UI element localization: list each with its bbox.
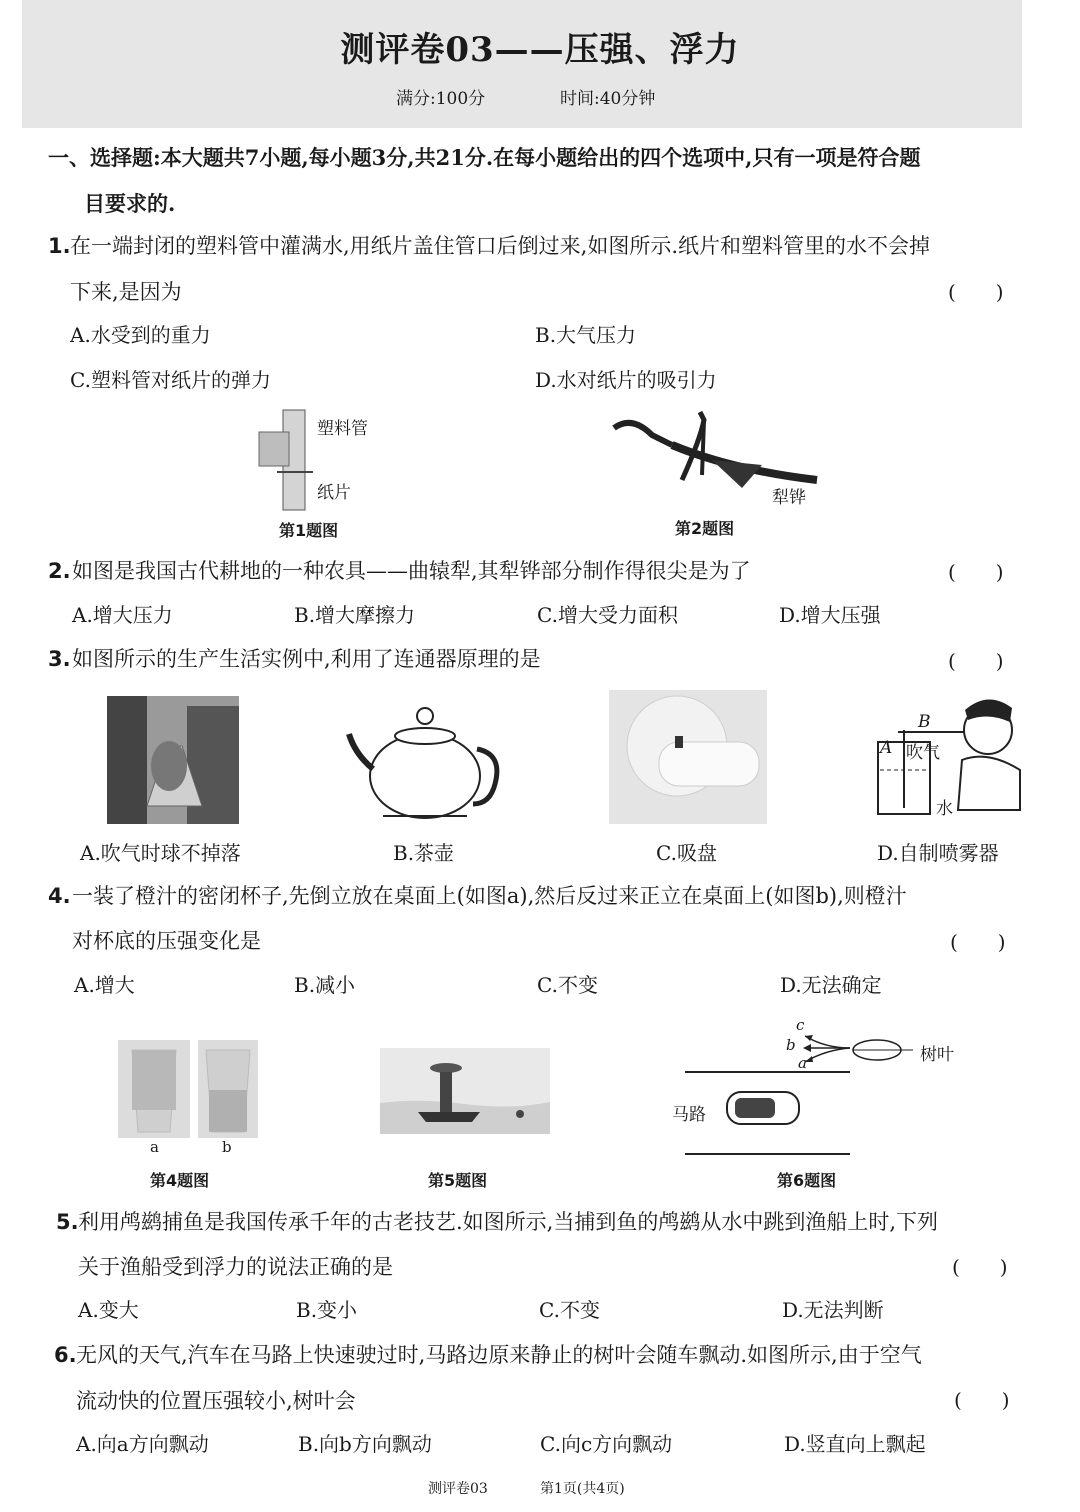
q3-option-d: D.自制喷雾器: [877, 841, 999, 865]
q2-answer-blank: ( ): [948, 560, 1004, 584]
q6-option-c: C.向c方向飘动: [540, 1432, 673, 1456]
q4-stem-line1: 一装了橙汁的密闭杯子,先倒立放在桌面上(如图a),然后反过来正立在桌面上(如图b),则橙汁: [72, 884, 907, 908]
footer-test-name: 测评卷03: [428, 1481, 488, 1497]
q5-option-c: C.不变: [539, 1298, 600, 1322]
q1-stem-line2: 下来,是因为: [70, 280, 182, 304]
fig1-paper-label: 纸片: [317, 483, 351, 503]
q3-sprayer-water-label: 水: [936, 799, 953, 819]
fig5-caption: 第5题图: [428, 1171, 488, 1190]
q6-answer-blank: ( ): [954, 1388, 1010, 1412]
fig1-tube-label: 塑料管: [317, 419, 368, 439]
q2-option-d: D.增大压强: [779, 603, 881, 627]
q4-option-b: B.减小: [294, 973, 356, 997]
q2-option-c: C.增大受力面积: [537, 603, 678, 627]
q5-answer-blank: ( ): [952, 1255, 1008, 1279]
q3-sprayer-a-label: A: [880, 738, 893, 758]
q5-number: 5.: [56, 1210, 79, 1234]
q2-stem-line1: 如图是我国古代耕地的一种农具——曲辕犁,其犁铧部分制作得很尖是为了: [72, 559, 751, 583]
fig6-b-label: b: [786, 1036, 796, 1054]
q3-answer-blank: ( ): [948, 649, 1004, 673]
q6-option-d: D.竖直向上飘起: [784, 1432, 926, 1456]
q1-option-d: D.水对纸片的吸引力: [535, 368, 717, 392]
fig2-caption: 第2题图: [675, 519, 735, 538]
q2-option-a: A.增大压力: [72, 603, 173, 627]
q2-option-b: B.增大摩擦力: [294, 603, 416, 627]
footer-page-number: 第1页(共4页): [540, 1481, 625, 1497]
q4-answer-blank: ( ): [950, 930, 1006, 954]
q3-option-b: B.茶壶: [393, 841, 455, 865]
q3-suction-cup-photo: [609, 690, 767, 824]
q1-stem-line1: 在一端封闭的塑料管中灌满水,用纸片盖住管口后倒过来,如图所示.纸片和塑料管里的水不会掉: [70, 234, 931, 258]
q4-stem-line2: 对杯底的压强变化是: [72, 929, 261, 953]
q6-option-b: B.向b方向飘动: [298, 1432, 432, 1456]
q6-stem-line1: 无风的天气,汽车在马路上快速驶过时,马路边原来静止的树叶会随车飘动.如图所示,由于空气: [76, 1343, 922, 1367]
fig6-leaf-label: 树叶: [920, 1045, 954, 1065]
fig5-cormorant-photo: [380, 1048, 550, 1134]
exam-time: 时间:40分钟: [560, 89, 656, 109]
full-score: 满分:100分: [396, 89, 486, 109]
fig1-tube-drawing: [255, 410, 325, 510]
q3-number: 3.: [48, 647, 71, 671]
fig4-a-label: a: [150, 1138, 159, 1156]
q1-answer-blank: ( ): [948, 280, 1004, 304]
q3-sprayer-b-label: B: [918, 712, 931, 732]
fig4-cups-photo: [118, 1040, 258, 1138]
q6-number: 6.: [54, 1343, 77, 1367]
q4-number: 4.: [48, 884, 71, 908]
fig4-b-label: b: [222, 1138, 232, 1156]
q4-option-d: D.无法确定: [780, 973, 882, 997]
q3-sprayer-blow-label: 吹气: [906, 743, 940, 763]
q3-option-a: A.吹气时球不掉落: [80, 841, 241, 865]
fig6-caption: 第6题图: [777, 1171, 837, 1190]
q2-number: 2.: [48, 559, 71, 583]
page-title: 测评卷03——压强、浮力: [340, 30, 740, 70]
fig6-c-label: c: [796, 1016, 805, 1034]
q6-stem-line2: 流动快的位置压强较小,树叶会: [76, 1389, 356, 1413]
q3-option-c: C.吸盘: [656, 841, 717, 865]
q3-photo-funnel: [107, 696, 239, 824]
q5-option-a: A.变大: [78, 1298, 139, 1322]
q5-stem-line2: 关于渔船受到浮力的说法正确的是: [78, 1255, 393, 1279]
q1-option-b: B.大气压力: [535, 323, 637, 347]
section-instruction-line2: 目要求的.: [84, 191, 176, 216]
q4-option-c: C.不变: [537, 973, 598, 997]
q5-stem-line1: 利用鸬鹚捕鱼是我国传承千年的古老技艺.如图所示,当捕到鱼的鸬鹚从水中跳到渔船上时,下列: [78, 1210, 939, 1234]
q1-option-a: A.水受到的重力: [70, 323, 211, 347]
fig6-a-label: a: [798, 1054, 807, 1072]
q4-option-a: A.增大: [74, 973, 135, 997]
fig4-caption: 第4题图: [150, 1171, 210, 1190]
fig1-caption: 第1题图: [279, 521, 339, 540]
q3-stem-line1: 如图所示的生产生活实例中,利用了连通器原理的是: [72, 647, 541, 671]
q1-number: 1.: [48, 234, 71, 258]
fig6-road-label: 马路: [672, 1105, 706, 1125]
q5-option-d: D.无法判断: [782, 1298, 884, 1322]
q1-option-c: C.塑料管对纸片的弹力: [70, 368, 271, 392]
q5-option-b: B.变小: [296, 1298, 358, 1322]
fig2-plow-label: 犁铧: [772, 488, 806, 508]
q3-teapot-drawing: [345, 694, 505, 824]
section-instruction-line1: 一、选择题:本大题共7小题,每小题3分,共21分.在每小题给出的四个选项中,只有一项是符合题: [48, 145, 921, 170]
q6-option-a: A.向a方向飘动: [76, 1432, 209, 1456]
